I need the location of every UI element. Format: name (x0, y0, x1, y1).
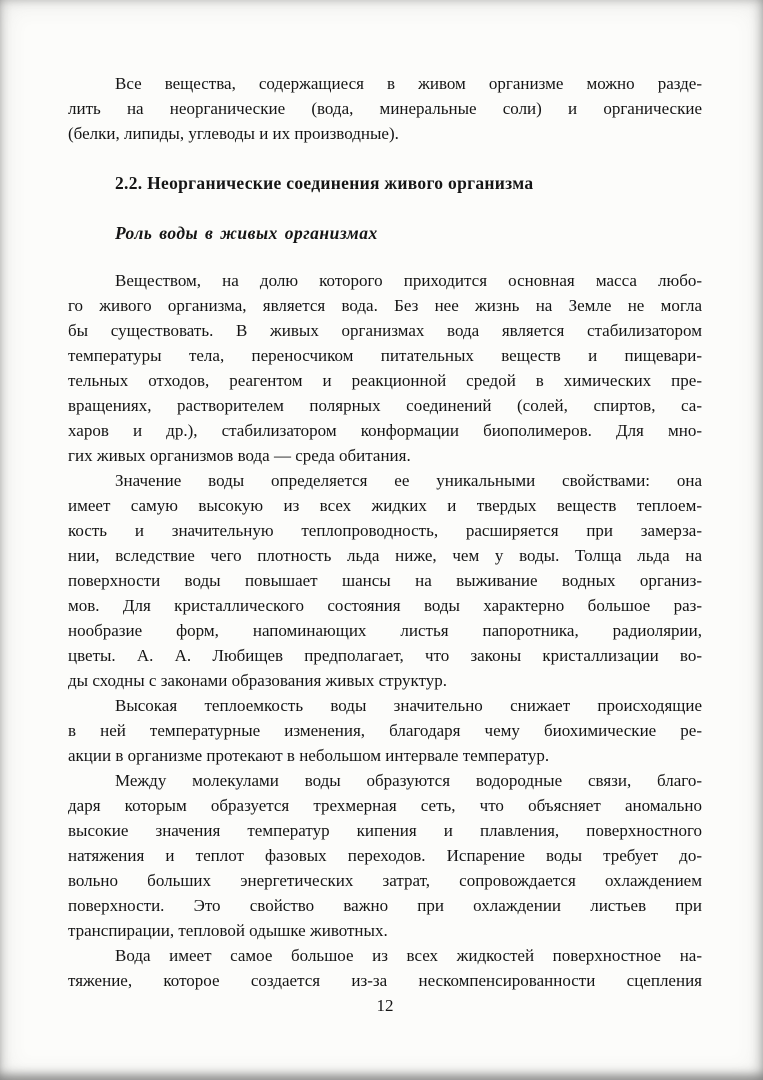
text-line: мов. Для кристаллического состояния воды характерно большое раз- (68, 596, 702, 615)
paragraph (68, 468, 702, 693)
page-number: 12 (376, 996, 394, 1015)
text-line: бы существовать. В живых организмах вода является стабилизатором (68, 321, 702, 340)
text-line: нообразие форм, напоминающих листья папоротника, радиолярии, (68, 621, 702, 640)
text-line: тельных отходов, реагентом и реакционной средой в химических пре- (68, 371, 702, 390)
text-line: поверхности. Это свойство важно при охлаждении листьев при (68, 896, 702, 915)
text-line: Все вещества, содержащиеся в живом организме можно разде- (115, 74, 702, 93)
text-line: тяжение, которое создается из-за нескомпенсированности сцепления (68, 971, 702, 990)
paragraph (68, 768, 702, 943)
text-line: цветы. А. А. Любищев предполагает, что законы кристаллизации во- (68, 646, 702, 665)
text-line: кость и значительную теплопроводность, расширяется при замерза- (68, 521, 702, 540)
paragraph (68, 943, 702, 993)
page-body (68, 71, 702, 993)
text-line: даря которым образуется трехмерная сеть, что объясняет аномально (68, 796, 702, 815)
text-line: нии, вследствие чего плотность льда ниже, чем у воды. Толща льда на (68, 546, 702, 565)
text-line: имеет самую высокую из всех жидких и твердых веществ теплоем- (68, 496, 702, 515)
text-line: Веществом, на долю которого приходится основная масса любо- (115, 271, 702, 290)
text-line: лить на неорганические (вода, минеральные соли) и органические (68, 99, 702, 118)
text-line: Значение воды определяется ее уникальными свойствами: она (115, 471, 702, 490)
text-line: Вода имеет самое большое из всех жидкостей поверхностное на- (115, 946, 702, 965)
paragraph (68, 693, 702, 768)
text-line: (белки, липиды, углеводы и их производные). (68, 124, 399, 143)
text-line: вращениях, растворителем полярных соединений (солей, спиртов, са- (68, 396, 702, 415)
text-line: Между молекулами воды образуются водородные связи, благо- (115, 771, 702, 790)
text-line: в ней температурные изменения, благодаря чему биохимические ре- (68, 721, 702, 740)
text-line: транспирации, тепловой одышке животных. (68, 921, 388, 940)
section-heading: 2.2. Неорганические соединения живого организма (115, 173, 534, 193)
text-line: поверхности воды повышает шансы на выживание водных организ- (68, 571, 702, 590)
text-line: натяжения и теплот фазовых переходов. Испарение воды требует до- (68, 846, 702, 865)
text-line: Высокая теплоемкость воды значительно снижает происходящие (115, 696, 702, 715)
text-line: акции в организме протекают в небольшом интервале температур. (68, 746, 550, 765)
text-line: ды сходны с законами образования живых структур. (68, 671, 448, 690)
sub-heading: Роль воды в живых организмах (115, 223, 378, 243)
text-line: гих живых организмов вода — среда обитания. (68, 446, 411, 465)
paragraph (68, 268, 702, 468)
text-line: харов и др.), стабилизатором конформации биополимеров. Для мно- (68, 421, 702, 440)
text-line: вольно больших энергетических затрат, сопровождается охлаждением (68, 871, 702, 890)
paragraph (68, 71, 702, 146)
text-line: го живого организма, является вода. Без нее жизнь на Земле не могла (68, 296, 702, 315)
text-line: высокие значения температур кипения и плавления, поверхностного (68, 821, 702, 840)
text-line: температуры тела, переносчиком питательных веществ и пищевари- (68, 346, 702, 365)
